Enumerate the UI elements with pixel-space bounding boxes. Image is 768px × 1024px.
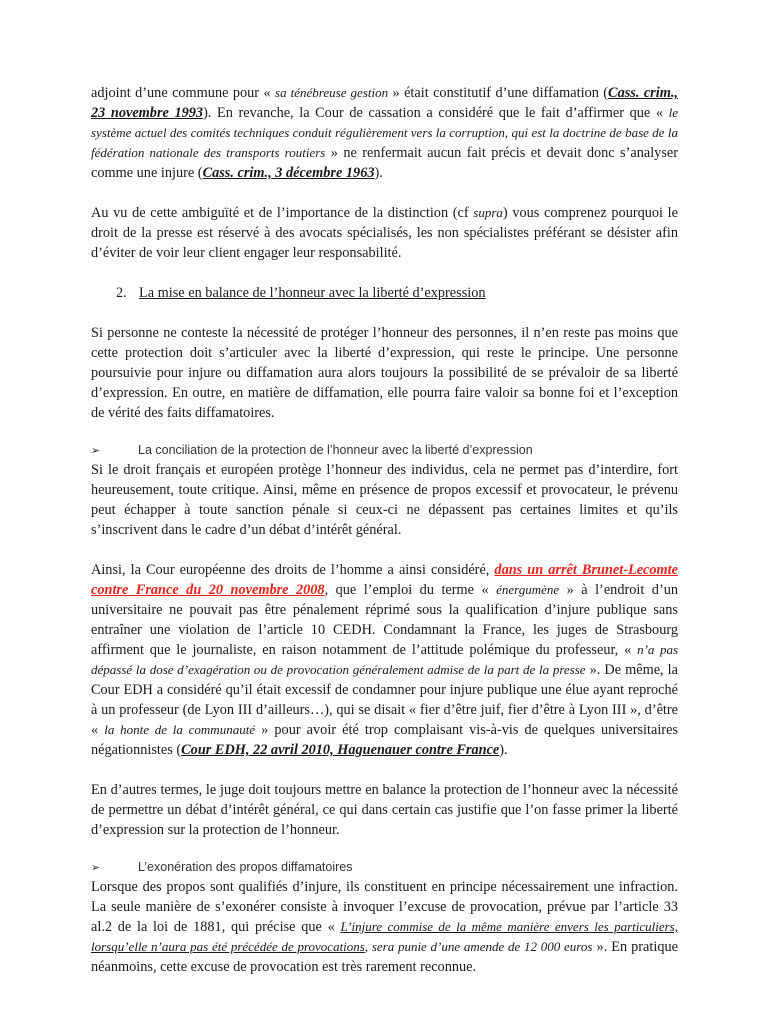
arrow-bullet-icon: ➢ (91, 445, 101, 457)
subheading-title: L’exonération des propos diffamatoires (138, 860, 353, 874)
arrow-bullet-icon: ➢ (91, 862, 101, 874)
paragraph-cedh-cases: Ainsi, la Cour européenne des droits de l’homme a ainsi considéré, dans un arrêt Brunet-Lecomte contre France du 20 novembre 2008, que l’emploi du terme « énergumène » à l’endroit d’un universitaire ne pouvait pas être pénalement réprimé sous la qualification d’injure publique sans entraîner une violation de l’article 10 CEDH. Condamnant la France, les juges de Strasbourg affirment que le journaliste, en raison notamment de l’attitude polémique du professeur, « n’a pas dépassé la dose d’exagération ou de provocation généralement admise de la part de la presse ». De même, la Cour EDH a considéré qu’il était excessif de condamner pour injure publique une élue ayant reproché à un professeur (de Lyon III d’ailleurs…), qui se disait « fier d’être juif, fier d’être à Lyon III », d’être « la honte de la communauté » pour avoir été trop complaisant vis-à-vis de quelques universitaires négationnistes (Cour EDH, 22 avril 2010, Haguenauer contre France). (91, 562, 679, 758)
case-reference: Cass. crim., 23 novembre 1993 (91, 85, 678, 121)
section-heading-2 (116, 283, 678, 303)
case-reference: Cour EDH, 22 avril 2010, Haguenauer contre France (181, 742, 500, 758)
section-number: 2. (116, 285, 127, 301)
paragraph-ambiguity: Au vu de cette ambiguïté et de l’importance de la distinction (cf supra) vous comprenez pourquoi le droit de la presse est réservé à des avocats spécialisés, les non spécialistes préférant se désister afin d’éviter de voir leur client engager leur responsabilité. (91, 205, 678, 261)
document-page (91, 83, 678, 977)
paragraph-exoneration: Lorsque des propos sont qualifiés d’injure, ils constituent en principe nécessairement une infraction. La seule manière de s’exonérer consiste à invoquer l’excuse de provocation, prévue par l’article 33 al.2 de la loi de 1881, qui précise que « L’injure commise de la même manière envers les particuliers, lorsqu’elle n’aura pas été précédée de provocations, sera punie d’une amende de 12 000 euros ». En pratique néanmoins, cette excuse de provocation est très rarement reconnue. (91, 879, 678, 975)
paragraph-conciliation: Si le droit français et européen protège l’honneur des individus, cela ne permet pas d’interdire, fort heureusement, toute critique. Ainsi, même en présence de propos excessif et provocateur, le prévenu peut échapper à toute sanction pénale si ceux-ci ne dépassent pas certaines limites et qu’ils s’inscrivent dans le cadre d’un débat d’intérêt général. (91, 462, 678, 538)
quote-honte: la honte de la communauté (104, 722, 256, 737)
case-reference: Cass. crim., 3 décembre 1963 (202, 165, 375, 181)
subheading-title: La conciliation de la protection de l’honneur avec la liberté d’expression (138, 443, 533, 457)
case-reference-highlighted: dans un arrêt Brunet-Lecomte contre France du 20 novembre 2008 (91, 562, 678, 598)
paragraph-other-terms: En d’autres termes, le juge doit toujours mettre en balance la protection de l’honneur avec la nécessité de permettre un débat d’intérêt général, ce qui dans certain cas justifie que l’on fasse primer la liberté d’expression sur la protection de l’honneur. (91, 782, 678, 838)
subheading-conciliation (91, 441, 678, 460)
quote-comites: le système actuel des comités techniques conduit régulièrement vers la corruption, qui est la doctrine de base de la fédération nationale des transports routiers (91, 105, 678, 160)
paragraph-balance-intro: Si personne ne conteste la nécessité de protéger l’honneur des personnes, il n’en reste pas moins que cette protection doit s’articuler avec la liberté d’expression, qui reste le principe. Une personne poursuivie pour injure ou diffamation aura alors toujours la possibilité de se prévaloir de sa liberté d’expression. En outre, en matière de diffamation, elle pourra faire valoir sa bonne foi et l’exception de vérité des faits diffamatoires. (91, 325, 678, 421)
paragraph-diffamation-examples: adjoint d’une commune pour « sa ténébreuse gestion » était constitutif d’une diffamation (Cass. crim., 23 novembre 1993). En revanche, la Cour de cassation a considéré que le fait d’affirmer que « le système actuel des comités techniques conduit régulièrement vers la corruption, qui est la doctrine de base de la fédération nationale des transports routiers » ne renfermait aucun fait précis et devait donc s’analyser comme une injure (Cass. crim., 3 décembre 1963). (91, 85, 678, 181)
section-title: La mise en balance de l’honneur avec la liberté d’expression (139, 285, 486, 301)
quote-energumene: énergumène (496, 582, 560, 597)
quote-tenebreuse: sa ténébreuse gestion (275, 85, 389, 100)
subheading-exoneration (91, 858, 678, 877)
quote-exageration: n’a pas dépassé la dose d’exagération ou de provocation généralement admise de la part de la presse (91, 642, 679, 677)
quote-article-33: L’injure commise de la même manière envers les particuliers, lorsqu’elle n’aura pas été précédée de provocations (91, 919, 678, 954)
